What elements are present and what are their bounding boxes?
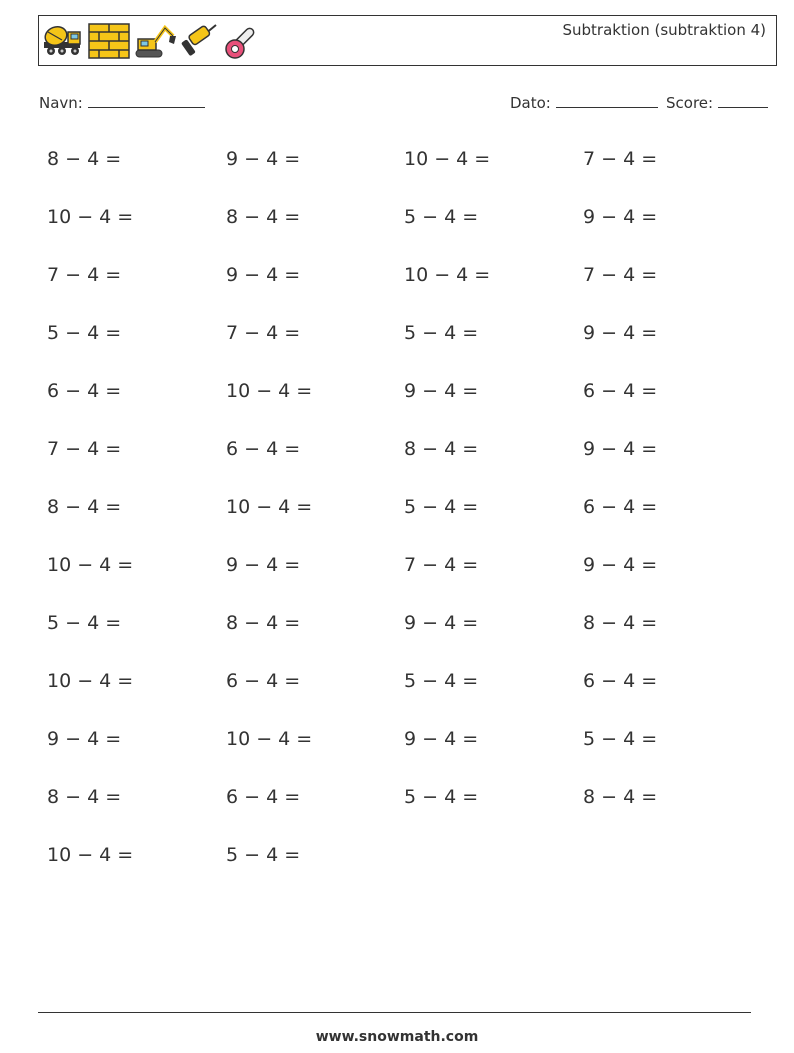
problem-item: 5 − 4 = [404,786,479,808]
date-blank[interactable] [556,93,658,108]
problem-item: 10 − 4 = [404,148,491,170]
problem-item: 7 − 4 = [226,322,301,344]
problem-item: 10 − 4 = [226,496,313,518]
problem-item: 8 − 4 = [47,496,122,518]
problem-item: 8 − 4 = [226,612,301,634]
problem-item: 6 − 4 = [226,438,301,460]
problem-item: 5 − 4 = [404,322,479,344]
problem-item: 7 − 4 = [583,264,658,286]
problem-item: 9 − 4 = [404,728,479,750]
problem-item: 10 − 4 = [404,264,491,286]
date-label: Dato: [510,94,551,112]
problem-item: 8 − 4 = [404,438,479,460]
problem-item: 6 − 4 = [583,670,658,692]
problem-item: 9 − 4 = [404,612,479,634]
problem-item: 6 − 4 = [583,380,658,402]
problem-item: 6 − 4 = [583,496,658,518]
problem-item: 8 − 4 = [583,612,658,634]
problem-item: 10 − 4 = [226,380,313,402]
problem-item: 10 − 4 = [47,554,134,576]
footer-website: www.snowmath.com [315,1029,479,1045]
date-field[interactable] [510,93,658,112]
name-blank[interactable] [88,93,205,108]
power-drill-icon [179,22,219,60]
worksheet-header [38,15,777,66]
problem-item: 5 − 4 = [583,728,658,750]
problem-item: 9 − 4 = [583,438,658,460]
problem-item: 5 − 4 = [226,844,301,866]
problem-item: 7 − 4 = [47,264,122,286]
problem-item: 6 − 4 = [226,786,301,808]
worksheet-title: Subtraktion (subtraktion 4) [562,21,766,39]
problem-item: 10 − 4 = [47,670,134,692]
problem-item: 9 − 4 = [226,264,301,286]
brick-wall-icon [87,22,131,60]
score-field[interactable] [666,93,768,112]
problem-item: 8 − 4 = [583,786,658,808]
problem-item: 6 − 4 = [47,380,122,402]
problem-item: 8 − 4 = [226,206,301,228]
score-label: Score: [666,94,714,112]
problem-item: 5 − 4 = [47,612,122,634]
problem-item: 10 − 4 = [226,728,313,750]
name-field[interactable] [39,93,205,112]
problem-item: 9 − 4 = [47,728,122,750]
problem-item: 9 − 4 = [583,322,658,344]
problem-item: 6 − 4 = [226,670,301,692]
problem-item: 10 − 4 = [47,844,134,866]
name-label: Navn: [39,94,83,112]
problem-item: 8 − 4 = [47,148,122,170]
problem-item: 10 − 4 = [47,206,134,228]
problem-item: 7 − 4 = [404,554,479,576]
score-blank[interactable] [718,93,768,108]
chainsaw-icon [222,22,266,62]
problem-item: 7 − 4 = [47,438,122,460]
cement-mixer-truck-icon [42,22,84,60]
problem-item: 9 − 4 = [226,148,301,170]
problem-item: 9 − 4 = [404,380,479,402]
problem-item: 7 − 4 = [583,148,658,170]
footer-divider [38,1012,751,1013]
problem-item: 9 − 4 = [583,206,658,228]
problem-item: 5 − 4 = [404,496,479,518]
problem-item: 5 − 4 = [47,322,122,344]
excavator-icon [133,22,177,60]
problem-item: 8 − 4 = [47,786,122,808]
problem-item: 5 − 4 = [404,670,479,692]
problem-item: 9 − 4 = [226,554,301,576]
problem-item: 9 − 4 = [583,554,658,576]
problem-item: 5 − 4 = [404,206,479,228]
